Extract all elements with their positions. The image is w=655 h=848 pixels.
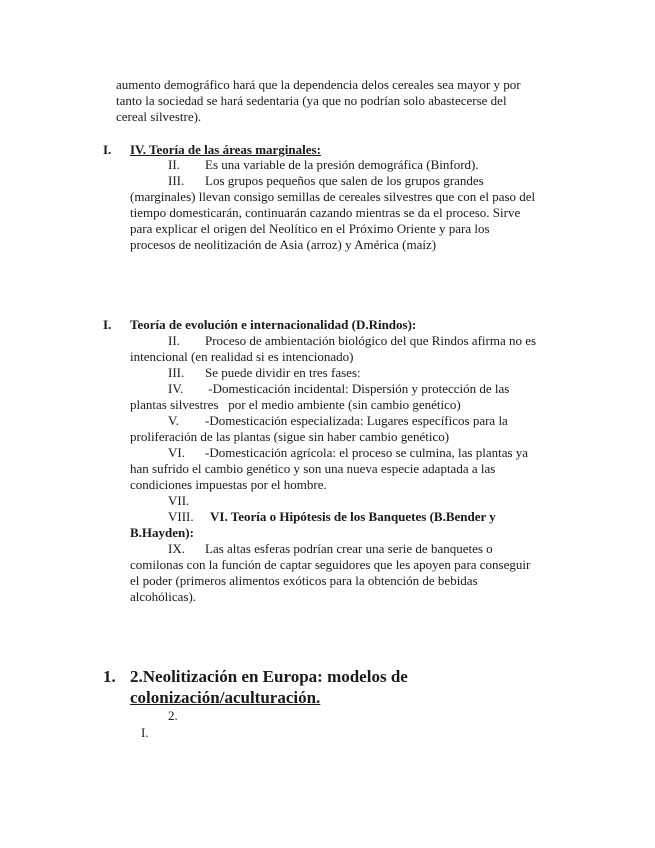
list-item-text: Es una variable de la presión demográfica (Binford).	[205, 157, 479, 172]
section-title: Teoría de evolución e internacionalidad (D.Rindos):	[130, 317, 417, 332]
list-number: VIII.	[168, 509, 194, 524]
list-item-text: Las altas esferas podrían crear una serie de banquetes o	[205, 541, 493, 556]
list-item-text: condiciones impuestas por el hombre.	[130, 477, 327, 492]
list-number: I.	[141, 725, 149, 740]
list-item-text: proliferación de las plantas (sigue sin haber cambio genético)	[130, 429, 450, 444]
list-item-text: -Domesticación incidental: Dispersión y protección de las	[205, 381, 510, 396]
list-number: III.	[168, 365, 185, 380]
intro-line: aumento demográfico hará que la dependencia delos cereales sea mayor y por	[116, 77, 521, 92]
list-item-text: comilonas con la función de captar seguidores que les apoyen para conseguir	[130, 557, 531, 572]
subsection-title: VI. Teoría o Hipótesis de los Banquetes (B.Bender y	[210, 509, 496, 524]
list-number: II.	[168, 333, 180, 348]
list-number: IX.	[168, 541, 185, 556]
list-number: V.	[168, 413, 179, 428]
list-item-text: Se puede dividir en tres fases:	[205, 365, 361, 380]
list-item-text: el poder (primeros alimentos exóticos para la obtención de bebidas	[130, 573, 478, 588]
list-marker: I.	[103, 317, 112, 332]
section-title: IV. Teoría de las áreas marginales:	[130, 142, 321, 157]
list-item-text: han sufrido el cambio genético y son una nueva especie adaptada a las	[130, 461, 496, 476]
list-item-text: intencional (en realidad si es intencionado)	[130, 349, 354, 364]
list-item-text: Proceso de ambientación biológico del que Rindos afirma no es	[205, 333, 537, 348]
list-item-text: (marginales) llevan consigo semillas de cereales silvestres que con el paso del	[130, 189, 536, 204]
list-number: IV.	[168, 381, 184, 396]
list-item-text: para explicar el origen del Neolítico en el Próximo Oriente y para los	[130, 221, 490, 236]
list-number: II.	[168, 157, 180, 172]
intro-line: cereal silvestre).	[116, 109, 202, 124]
subsection-title: B.Hayden):	[130, 525, 194, 540]
list-item-text: procesos de neolitización de Asia (arroz) y América (maíz)	[130, 237, 437, 252]
heading-number: 1.	[103, 667, 116, 686]
list-number: VII.	[168, 493, 190, 508]
heading-title: colonización/aculturación.	[130, 688, 321, 707]
list-number: 2.	[168, 708, 178, 723]
list-item-text: plantas silvestres por el medio ambiente (sin cambio genético)	[130, 397, 461, 412]
heading-title: 2.Neolitización en Europa: modelos de	[130, 667, 408, 686]
list-marker: I.	[103, 142, 112, 157]
list-item-text: alcohólicas).	[130, 589, 197, 604]
intro-line: tanto la sociedad se hará sedentaria (ya que no podrían solo abastecerse del	[116, 93, 507, 108]
list-item-text: -Domesticación especializada: Lugares específicos para la	[205, 413, 508, 428]
list-number: VI.	[168, 445, 185, 460]
list-item-text: -Domesticación agrícola: el proceso se culmina, las plantas ya	[205, 445, 529, 460]
list-item-text: tiempo domesticarán, continuarán cazando mientras se da el proceso. Sirve	[130, 205, 521, 220]
list-number: III.	[168, 173, 185, 188]
list-item-text: Los grupos pequeños que salen de los grupos grandes	[205, 173, 484, 188]
